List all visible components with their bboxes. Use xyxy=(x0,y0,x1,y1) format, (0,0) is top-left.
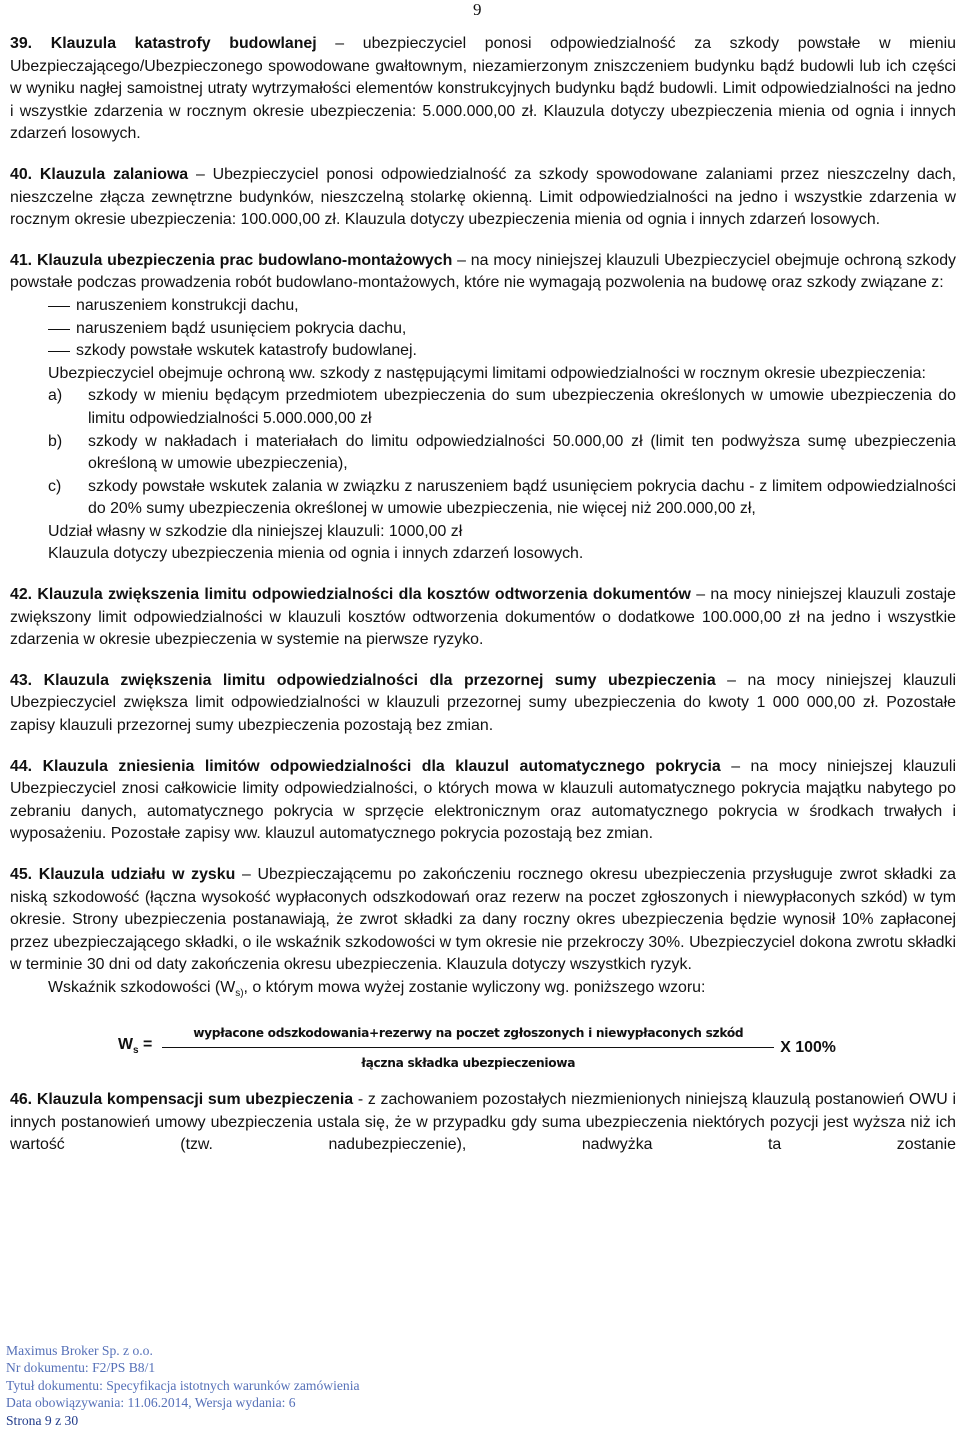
clause-title: Klauzula zwiększenia limitu odpowiedzialności dla przezornej sumy ubezpieczenia xyxy=(43,671,716,689)
clause-text: – na mocy niniejszej klauzuli Ubezpieczyciel obejmuje ochroną szkody powstałe podczas prowadzenia robót budowlano-montażowych, które nie wymagają pozwolenia na budowę oraz szkody związane z: xyxy=(10,251,956,292)
clause-title: Klauzula kompensacji sum ubezpieczenia xyxy=(36,1090,354,1108)
clause-number: 41. xyxy=(10,251,33,269)
clause-paragraph xyxy=(10,670,956,738)
ratio-subscript: s) xyxy=(235,988,244,1000)
clause-number: 46. xyxy=(10,1090,33,1108)
letter-list-item xyxy=(10,385,956,430)
clause-number: 45. xyxy=(10,866,33,883)
clause-text: – ubezpieczyciel ponosi odpowiedzialność za szkody powstałe w mieniu Ubezpieczającego/Ubezpieczonego spowodowane gwałtownym, niezamierzonym zniszczeniem budynku bądź budowli lub ich części w wyniku nagłej samoistnej utraty wytrzymałości elementów konstrukcyjnych budynku bądź budowli. Limit odpowiedzialności na jedno i wszystkie zdarzenia w rocznym okresie ubezpieczenia: 5.000.000,00 zł. Klauzula dotyczy ubezpieczenia mienia od ognia i innych zdarzeń losowych. xyxy=(10,35,956,143)
clause-paragraph xyxy=(10,33,956,146)
clause-title: Klauzula katastrofy budowlanej xyxy=(50,35,317,52)
clause-title: Klauzula zalaniowa xyxy=(39,165,189,183)
document-body xyxy=(10,33,956,1175)
clause-39 xyxy=(10,33,956,146)
clause-number: 40. xyxy=(10,165,33,183)
footer-doc-title: Tytuł dokumentu: Specyfikacja istotnych warunków zamówienia xyxy=(6,1377,360,1393)
clause-closing: Klauzula dotyczy ubezpieczenia mienia od ognia i innych zdarzeń losowych. xyxy=(48,545,584,563)
formula-numerator: wypłacone odszkodowania+rezerwy na poczet zgłoszonych i niewypłaconych szkód xyxy=(193,1025,744,1040)
formula-symbol: W xyxy=(118,1035,133,1053)
clause-40 xyxy=(10,164,956,232)
dash-list-item: szkody powstałe wskutek katastrofy budowlanej. xyxy=(10,340,956,363)
letter-list-item xyxy=(10,476,956,521)
clause-title: Klauzula udziału w zysku xyxy=(38,866,236,883)
clause-text: – Ubezpieczyciel ponosi odpowiedzialność za szkody spowodowane zalaniami przez nieszczelny dach, nieszczelne złącza zewnętrzne budynków, nieszczelną stolarkę okienną. Limit odpowiedzialności na jedno i wszystkie zdarzenia w rocznym okresie ubezpieczenia: 100.000,00 zł. Klauzula dotyczy ubezpieczenia mienia od ognia i innych zdarzeń losowych. xyxy=(10,165,956,229)
clause-text: – na mocy niniejszej klauzuli Ubezpieczyciel zwiększa limit odpowiedzialności w klauzuli przezornej sumy ubezpieczenia do kwoty 1 000 000,00 zł. Pozostałe zapisy klauzuli przezornej sumy ubezpieczenia pozostają bez zmian. xyxy=(10,671,956,735)
clause-text: – na mocy niniejszej klauzuli zostaje zwiększony limit odpowiedzialności w klauzuli kosztów odtworzenia dokumentów o dodatkowe 100.000,00 zł na jedno i wszystkie zdarzenia w okresie ubezpieczenia w systemie na pierwsze ryzyko. xyxy=(10,586,956,649)
formula-multiplier: X 100% xyxy=(780,1039,836,1057)
own-share: Udział własny w szkodzie dla niniejszej klauzuli: 1000,00 zł xyxy=(48,522,463,540)
clause-paragraph xyxy=(10,1089,956,1157)
footer-doc-number: Nr dokumentu: F2/PS B8/1 xyxy=(6,1360,156,1376)
dash-list-item: naruszeniem konstrukcji dachu, xyxy=(10,295,956,318)
clause-46 xyxy=(10,1089,956,1157)
clause-43 xyxy=(10,670,956,738)
clause-45 xyxy=(10,864,956,1075)
formula-denominator: łączna składka ubezpieczeniowa xyxy=(361,1056,576,1071)
letter-marker: b) xyxy=(48,432,63,450)
formula-symbol-subscript: s xyxy=(133,1045,139,1057)
formula-equals: = xyxy=(138,1035,153,1053)
clause-41 xyxy=(10,250,956,566)
footer-page-count: Strona 9 z 30 xyxy=(6,1412,79,1428)
clause-title: Klauzula ubezpieczenia prac budowlano-montażowych xyxy=(36,251,453,269)
letter-text: szkody powstałe wskutek zalania w związku z naruszeniem bądź usunięciem pokrycia dachu - z limitem odpowiedzialności do 20% sumy ubezpieczenia określonej w umowie ubezpieczenia, nie więcej niż 200.000,00 zł, xyxy=(88,477,956,518)
clause-44 xyxy=(10,756,956,846)
clause-number: 42. xyxy=(10,586,33,604)
clause-number: 44. xyxy=(10,757,33,775)
letter-text: szkody w nakładach i materiałach do limitu odpowiedzialności 50.000,00 zł (limit ten podwyższa sumę ubezpieczenia określoną w umowie ubezpieczenia), xyxy=(88,432,956,473)
letter-marker: c) xyxy=(48,477,62,495)
clause-title: Klauzula zniesienia limitów odpowiedzialności dla klauzul automatycznego pokrycia xyxy=(42,757,721,775)
ratio-intro-text: Wskaźnik szkodowości (W xyxy=(48,978,236,996)
ratio-intro xyxy=(10,977,956,1006)
clause-text: – na mocy niniejszej klauzuli Ubezpieczyciel znosi całkowicie limity odpowiedzialności, o których mowa w klauzuli automatycznego pokrycia majątku nabytego po zebraniu danych, automatycznego pokrycia w sprzęcie elektronicznym oraz automatycznego pokrycia w środkach trwałych i wyposażeniu. Pozostałe zapisy ww. klauzul automatycznego pokrycia pozostają bez zmian. xyxy=(10,757,956,843)
limits-intro: Ubezpieczyciel obejmuje ochroną ww. szkody z następującymi limitami odpowiedzialności w rocznym okresie ubezpieczenia: xyxy=(48,364,926,382)
loss-ratio-formula xyxy=(118,1022,956,1075)
clause-paragraph xyxy=(10,864,956,977)
footer-dates: Data obowiązywania: 11.06.2014, Wersja wydania: 6 xyxy=(6,1395,296,1411)
formula-lhs xyxy=(118,1034,152,1063)
letter-marker: a) xyxy=(48,387,63,405)
clause-42 xyxy=(10,584,956,652)
clause-paragraph xyxy=(10,250,956,295)
ratio-intro-tail: , o którym mowa wyżej zostanie wyliczony wg. poniższego wzoru: xyxy=(243,978,706,996)
clause-text: – Ubezpieczającemu po zakończeniu rocznego okresu ubezpieczenia przysługuje zwrot składki za niską szkodowość (łączna wysokość wypłaconych odszkodowań oraz rezerw na poczet zgłoszonych i niewypłaconych szkód) w tym okresie. Strony ubezpieczenia postanawiają, że zwrot składki za dany roczny okres ubezpieczenia będzie wynosił 10% zapłaconej przez ubezpieczającego składki, o ile wskaźnik szkodowości w tym okresie nie przekroczy 30%. Ubezpieczyciel dokona zwrotu składki w terminie 30 dni od daty zakończenia okresu ubezpieczenia. Klauzula dotyczy wszystkich ryzyk. xyxy=(10,866,957,974)
clause-paragraph xyxy=(10,164,956,232)
clause-paragraph xyxy=(10,584,956,652)
clause-number: 39. xyxy=(10,35,33,52)
clause-text: - z zachowaniem pozostałych niezmienionych niniejszą klauzulą postanowień OWU i innych postanowień umowy ubezpieczenia ustala się, że w przypadku gdy suma ubezpieczenia niektórych pozycji jest wyższa niż ich wartość (tzw. nadubezpieczenie), nadwyżka ta zostanie xyxy=(10,1090,957,1154)
letter-list-item xyxy=(10,431,956,476)
dash-list-item: naruszeniem bądź usunięciem pokrycia dachu, xyxy=(10,318,956,341)
clause-paragraph xyxy=(10,756,956,846)
page-number: 9 xyxy=(473,0,482,19)
letter-text: szkody w mieniu będącym przedmiotem ubezpieczenia do sum ubezpieczenia określonych w umowie ubezpieczenia do limitu odpowiedzialności 5.000.000,00 zł xyxy=(88,387,956,427)
fraction-bar xyxy=(162,1047,774,1048)
clause-title: Klauzula zwiększenia limitu odpowiedzialności dla kosztów odtworzenia dokumentów xyxy=(37,586,691,604)
document-footer xyxy=(6,1342,360,1429)
clause-number: 43. xyxy=(10,671,33,689)
footer-company: Maximus Broker Sp. z o.o. xyxy=(6,1343,153,1358)
formula-fraction xyxy=(162,1022,774,1075)
